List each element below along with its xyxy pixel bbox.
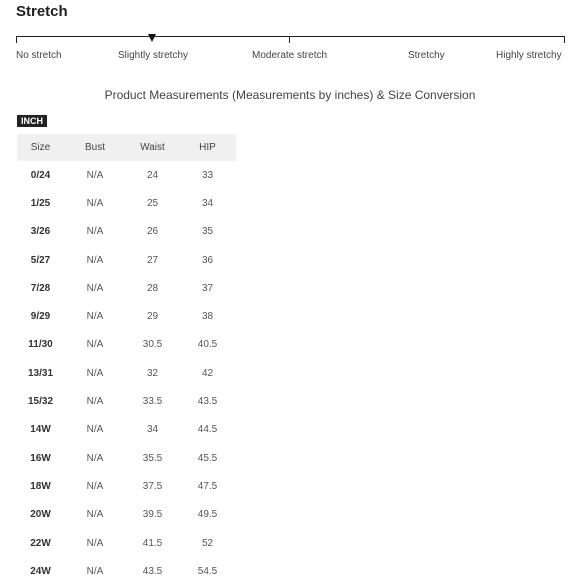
hip-cell: 49.5 [197,509,218,521]
waist-cell: 34 [146,424,159,436]
bust-cell: N/A [86,254,104,266]
hip-cell: 37 [201,282,214,294]
hip-cell: 54.5 [197,565,218,577]
stretch-selected-marker-icon [148,34,156,42]
hip-cell: 33 [201,169,214,181]
size-cell: 1/25 [30,197,51,209]
size-cell: 14W [30,424,51,436]
bust-cell: N/A [86,197,104,209]
bust-cell: N/A [86,226,104,238]
size-cell: 16W [30,452,51,464]
size-cell: 15/32 [27,396,54,408]
column-header-waist: Waist [126,134,179,161]
table-row [17,161,236,189]
stretch-label-moderate-stretch: Moderate stretch [252,50,328,61]
stretch-tick-highly [564,36,565,43]
table-row [17,246,236,274]
measurements-title: Product Measurements (Measurements by inches) & Size Conversion [104,88,476,102]
waist-cell: 25 [146,197,159,209]
hip-cell: 45.5 [197,452,218,464]
bust-cell: N/A [86,452,104,464]
waist-cell: 26 [146,226,159,238]
bust-cell: N/A [86,367,104,379]
size-chart-body [17,161,236,585]
hip-cell: 36 [201,254,214,266]
table-row [17,218,236,246]
bust-cell: N/A [86,311,104,323]
waist-cell: 30.5 [142,339,163,351]
waist-cell: 32 [146,367,159,379]
hip-cell: 40.5 [197,339,218,351]
stretch-tick-no-stretch [16,36,17,43]
stretch-label-stretchy: Stretchy [408,50,445,61]
stretch-label-no-stretch: No stretch [16,50,62,61]
waist-cell: 37.5 [142,480,163,492]
table-row [17,302,236,330]
size-cell: 5/27 [30,254,51,266]
stretch-label-highly-stretchy: Highly stretchy [496,50,562,61]
waist-cell: 27 [146,254,159,266]
waist-cell: 39.5 [142,509,163,521]
waist-cell: 43.5 [142,565,163,577]
table-row [17,472,236,500]
size-cell: 13/31 [27,367,54,379]
size-cell: 18W [30,480,51,492]
hip-cell: 52 [201,537,214,549]
table-row [17,359,236,387]
column-header-size: Size [17,134,64,161]
hip-cell: 35 [201,226,214,238]
bust-cell: N/A [86,282,104,294]
table-row [17,387,236,415]
waist-cell: 28 [146,282,159,294]
waist-cell: 35.5 [142,452,163,464]
bust-cell: N/A [86,169,104,181]
bust-cell: N/A [86,339,104,351]
table-row [17,416,236,444]
size-cell: 20W [30,509,51,521]
stretch-title: Stretch [16,3,68,20]
size-cell: 24W [30,565,51,577]
size-chart-table [17,134,236,585]
hip-cell: 42 [201,367,214,379]
hip-cell: 43.5 [197,396,218,408]
unit-badge: INCH [17,115,47,127]
waist-cell: 24 [146,169,159,181]
bust-cell: N/A [86,537,104,549]
waist-cell: 41.5 [142,537,163,549]
table-row [17,189,236,217]
bust-cell: N/A [86,396,104,408]
column-header-bust: Bust [64,134,126,161]
hip-cell: 44.5 [197,424,218,436]
size-cell: 7/28 [30,282,51,294]
size-cell: 0/24 [30,169,51,181]
table-row [17,274,236,302]
bust-cell: N/A [86,509,104,521]
table-header-row [17,134,236,161]
hip-cell: 38 [201,311,214,323]
bust-cell: N/A [86,424,104,436]
bust-cell: N/A [86,480,104,492]
waist-cell: 33.5 [142,396,163,408]
table-row [17,557,236,585]
size-cell: 3/26 [30,226,51,238]
hip-cell: 47.5 [197,480,218,492]
table-row [17,444,236,472]
table-row [17,529,236,557]
stretch-tick-moderate [289,36,290,43]
waist-cell: 29 [146,311,159,323]
stretch-label-slightly-stretchy: Slightly stretchy [118,50,189,61]
bust-cell: N/A [86,565,104,577]
column-header-hip: HIP [179,134,236,161]
table-row [17,501,236,529]
stretch-scale-line [16,36,565,37]
stretch-scale [16,36,565,46]
size-cell: 22W [30,537,51,549]
size-cell: 9/29 [30,311,51,323]
table-row [17,331,236,359]
hip-cell: 34 [201,197,214,209]
size-cell: 11/30 [28,339,53,351]
